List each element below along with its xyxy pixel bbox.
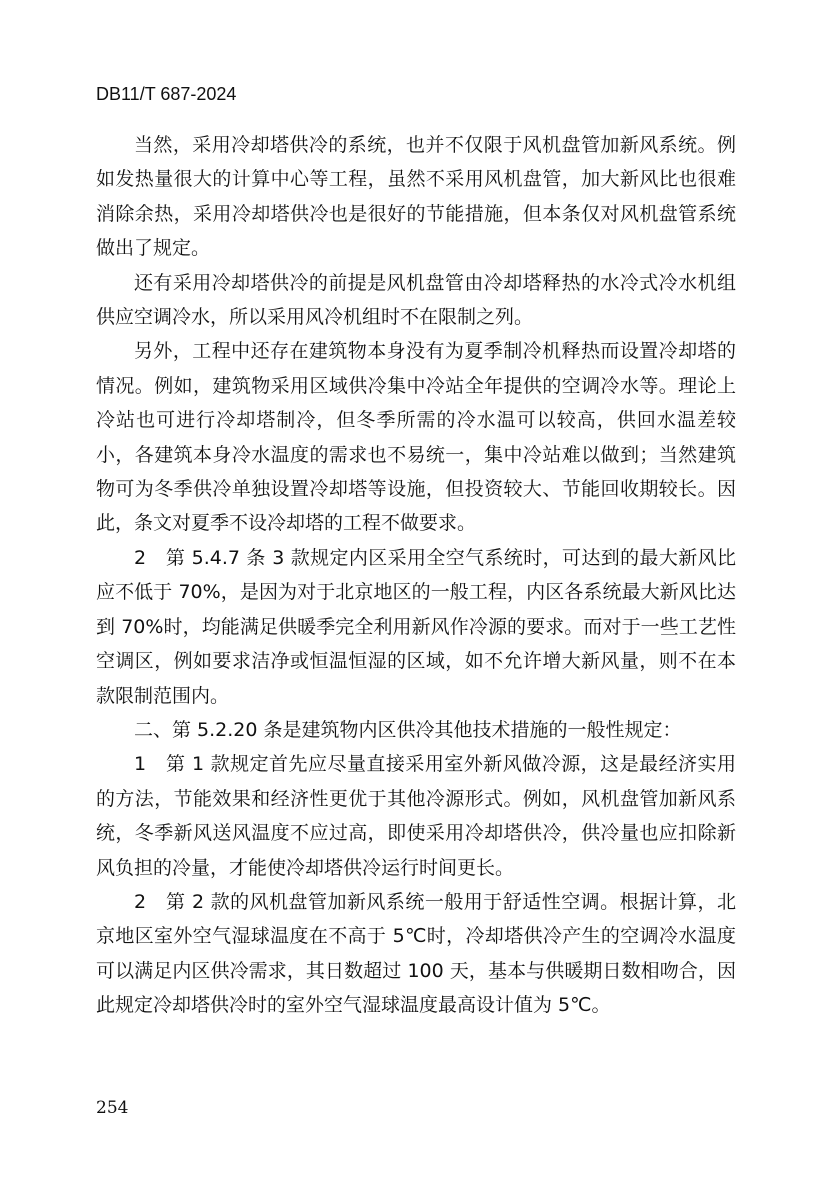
- paragraph: 另外，工程中还存在建筑物本身没有为夏季制冷机释热而设置冷却塔的情况。例如，建筑物采用区域供冷集中冷站全年提供的空调冷水等。理论上冷站也可进行冷却塔制冷，但冬季所需的冷水温可以较高，供回水温差较小，各建筑本身冷水温度的需求也不易统一，集中冷站难以做到；当然建筑物可为冬季供冷单独设置冷却塔等设施，但投资较大、节能回收期较长。因此，条文对夏季不设冷却塔的工程不做要求。: [96, 340, 736, 535]
- body-text: [96, 128, 736, 1023]
- paragraph: 还有采用冷却塔供冷的前提是风机盘管由冷却塔释热的水冷式冷水机组供应空调冷水，所以采用风冷机组时不在限制之列。: [96, 271, 736, 329]
- paragraph: 二、第 5.2.20 条是建筑物内区供冷其他技术措施的一般性规定：: [134, 718, 682, 741]
- paragraph: 2 第 5.4.7 条 3 款规定内区采用全空气系统时，可达到的最大新风比应不低于 70%，是因为对于北京地区的一般工程，内区各系统最大新风比达到 70%时，均能满足供暖季完全利用新风作冷源的要求。而对于一些工艺性空调区，例如要求洁净或恒温恒湿的区域，如不允许增大新风量，则不在本款限制范围内。: [96, 546, 736, 707]
- page-number: 254: [96, 1098, 129, 1118]
- paragraph: 1 第 1 款规定首先应尽量直接采用室外新风做冷源，这是最经济实用的方法，节能效果和经济性更优于其他冷源形式。例如，风机盘管加新风系统，冬季新风送风温度不应过高，即使采用冷却塔供冷，供冷量也应扣除新风负担的冷量，才能使冷却塔供冷运行时间更长。: [96, 753, 736, 879]
- paragraph: 2 第 2 款的风机盘管加新风系统一般用于舒适性空调。根据计算，北京地区室外空气湿球温度在不高于 5℃时，冷却塔供冷产生的空调冷水温度可以满足内区供冷需求，其日数超过 100 天，基本与供暖期日数相吻合，因此规定冷却塔供冷时的室外空气湿球温度最高设计值为 5℃。: [96, 890, 736, 1017]
- paragraph: 当然，采用冷却塔供冷的系统，也并不仅限于风机盘管加新风系统。例如发热量很大的计算中心等工程，虽然不采用风机盘管，加大新风比也很难消除余热，采用冷却塔供冷也是很好的节能措施，但本条仅对风机盘管系统做出了规定。: [96, 134, 736, 260]
- standard-code: DB11/T 687-2024: [96, 84, 237, 104]
